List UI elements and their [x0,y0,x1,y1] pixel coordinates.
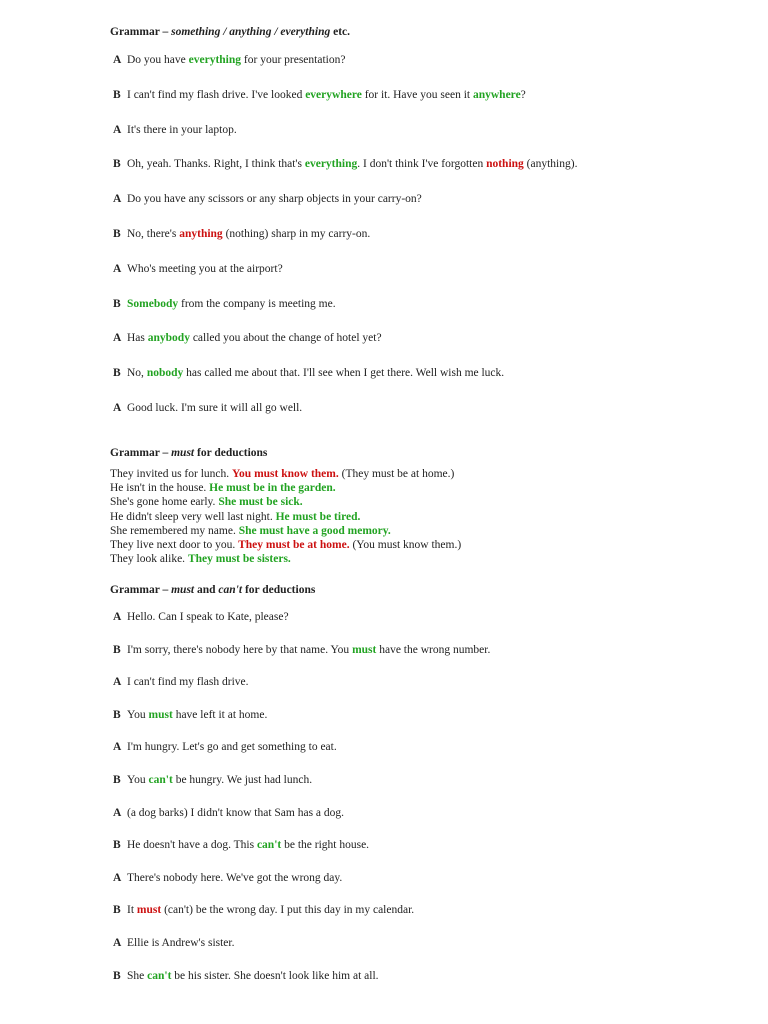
line-text: (nothing) sharp in my carry-on. [222,228,371,240]
line-text: They invited us for lunch. [110,468,233,480]
speaker-label: B [113,367,121,380]
line-text: for it. Have you seen it [361,88,473,101]
line-text: He doesn't have a dog. This [127,839,257,852]
line-text: They live next door to you. [110,539,239,552]
speaker-label: A [113,937,122,949]
line-text: (anything). [523,158,578,171]
example-line [110,495,461,509]
dialogue-line [113,124,237,136]
section2-heading: Grammar – must for deductions [110,447,268,459]
dialogue-line [113,263,283,275]
example-line [110,467,461,481]
line-text: (can't) be the wrong day. I put this day in my calendar. [161,904,415,917]
dialogue-line [113,741,337,753]
line-text: Ellie is Andrew's sister. [127,937,235,949]
section1-heading: Grammar – something / anything / everything etc. [110,26,351,38]
highlight-incorrect: anything [179,228,223,240]
line-text: No, there's [127,228,180,240]
line-text: for your presentation? [241,54,346,66]
highlight-correct: must [148,708,173,721]
line-text: be his sister. She doesn't look like him at all. [171,969,379,982]
highlight-correct: can't [256,839,282,852]
speaker-label: A [113,402,122,414]
dialogue-line [113,367,504,379]
highlight-correct: must [352,643,377,656]
highlight-correct: can't [148,774,173,786]
highlight-correct: She must have a good memory. [238,524,391,537]
highlight-correct: everything [188,54,242,66]
speaker-label: B [113,88,121,101]
line-text: Has [127,332,148,345]
line-text: They look alike. [110,553,188,566]
speaker-label: B [113,297,121,310]
highlight-correct: anybody [147,332,190,345]
line-text: I'm sorry, there's nobody here by that name. You [127,643,353,656]
line-text: You [127,708,149,721]
highlight-incorrect: You must know them. [232,468,339,480]
line-text: (a dog barks) I didn't know that Sam has a dog. [127,806,345,819]
section3-heading: Grammar – must and can't for deductions [110,584,316,596]
dialogue-line [113,89,526,101]
dialogue-line [113,807,344,819]
dialogue-line [113,158,577,170]
line-text: There's nobody here. We've got the wrong day. [127,871,343,884]
line-text: Hello. Can I speak to Kate, please? [127,611,289,623]
highlight-correct: everything [304,158,358,171]
dialogue-line [113,937,234,949]
speaker-label: A [113,871,122,884]
example-line [110,552,461,566]
dialogue-line [113,644,490,656]
speaker-label: B [113,708,121,721]
line-text: Good luck. I'm sure it will all go well. [127,402,303,414]
highlight-correct: He must be in the garden. [209,482,336,495]
highlight-incorrect: nothing [486,158,524,171]
example-line [110,481,461,495]
speaker-label: A [113,676,122,689]
line-text: He didn't sleep very well last night. [110,510,276,523]
highlight-correct: She must be sick. [218,496,303,509]
line-text: It's there in your laptop. [127,123,237,136]
line-text: I can't find my flash drive. [127,676,249,689]
highlight-correct: Somebody [127,297,179,310]
line-text: Do you have any scissors or any sharp objects in your carry-on? [127,193,422,206]
dialogue-line [113,774,312,786]
highlight-correct: anywhere [472,88,521,101]
line-text: She [127,969,148,982]
dialogue-line [113,332,382,344]
dialogue-line [113,298,336,310]
line-text: No, [127,367,147,380]
speaker-label: B [113,228,121,240]
speaker-label: B [113,969,121,982]
highlight-correct: He must be tired. [275,510,361,523]
highlight-incorrect: They must be at home. [238,539,350,552]
speaker-label: B [113,774,121,786]
speaker-label: A [113,54,122,66]
line-text: It [127,904,137,917]
line-text: Who's meeting you at the airport? [127,262,283,275]
line-text: called you about the change of hotel yet? [189,332,382,345]
example-line [110,510,461,524]
speaker-label: A [113,741,122,754]
line-text: She remembered my name. [110,524,239,537]
speaker-label: A [113,262,122,275]
speaker-label: A [113,123,122,136]
speaker-label: B [113,839,121,852]
speaker-label: B [113,158,121,171]
line-text: I'm hungry. Let's go and get something to eat. [127,741,337,754]
dialogue-line [113,904,414,916]
line-text: (You must know them.) [349,539,462,552]
highlight-correct: They must be sisters. [187,553,291,566]
speaker-label: B [113,904,121,917]
dialogue-line [113,228,370,240]
speaker-label: A [113,611,122,623]
line-text: ? [520,88,526,101]
speaker-label: A [113,193,122,206]
line-text: . I don't think I've forgotten [357,158,487,171]
line-text: have the wrong number. [376,643,491,656]
line-text: from the company is meeting me. [178,297,336,310]
dialogue-line [113,970,379,982]
line-text: be hungry. We just had lunch. [172,774,313,786]
dialogue-line [113,402,302,414]
line-text: have left it at home. [172,708,268,721]
speaker-label: B [113,643,121,656]
example-line [110,524,461,538]
line-text: He isn't in the house. [110,482,210,495]
line-text: I can't find my flash drive. I've looked [127,88,306,101]
dialogue-line [113,872,342,884]
dialogue-line [113,54,345,66]
dialogue-line [113,839,369,851]
speaker-label: A [113,806,122,819]
dialogue-line [113,676,249,688]
speaker-label: A [113,332,122,345]
highlight-correct: can't [147,969,172,982]
line-text: (They must be at home.) [338,468,455,480]
line-text: Oh, yeah. Thanks. Right, I think that's [127,158,305,171]
line-text: has called me about that. I'll see when I get there. Well wish me luck. [183,367,505,380]
line-text: She's gone home early. [110,496,219,509]
dialogue-line [113,193,422,205]
dialogue-line [113,611,289,623]
section2-examples [110,467,461,566]
line-text: be the right house. [281,839,370,852]
line-text: Do you have [127,54,189,66]
line-text: You [127,774,149,786]
example-line [110,538,461,552]
highlight-correct: everywhere [305,88,362,101]
dialogue-line [113,709,267,721]
highlight-incorrect: must [136,904,162,917]
highlight-correct: nobody [146,367,184,380]
